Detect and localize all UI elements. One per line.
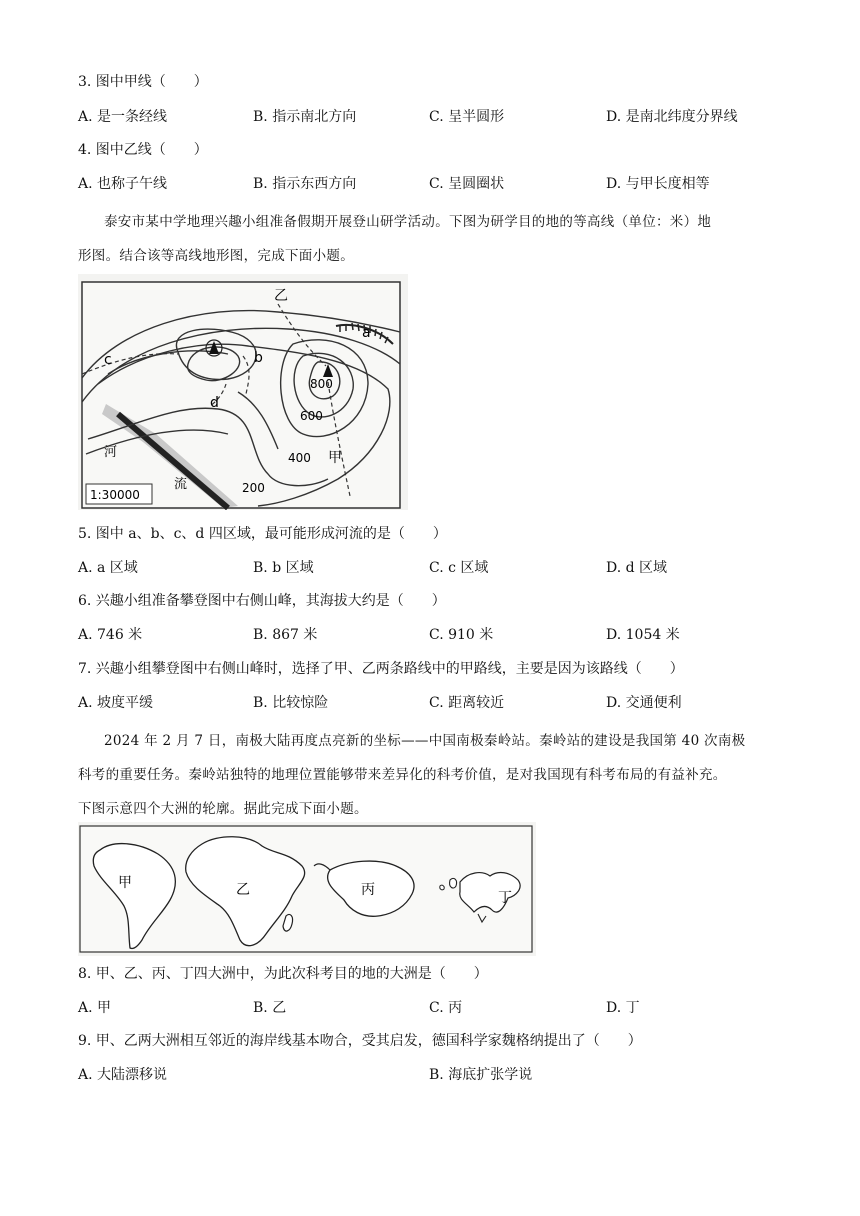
option-c[interactable]: C. 距离较近: [429, 695, 505, 711]
intro-1-line-2: 形图。结合该等高线地形图，完成下面小题。: [78, 248, 354, 264]
label-d: d: [210, 395, 219, 411]
question-6-stem: 6. 兴趣小组准备攀登图中右侧山峰，其海拔大约是（ ）: [78, 593, 446, 609]
question-4-options: [78, 174, 778, 194]
label-b: b: [254, 350, 263, 366]
option-d[interactable]: D. d 区域: [606, 560, 668, 576]
intro-paragraph-1: [78, 205, 782, 273]
question-4-stem: 4. 图中乙线（ ）: [78, 142, 208, 158]
option-b[interactable]: B. 乙: [253, 1000, 287, 1016]
option-b[interactable]: B. b 区域: [253, 560, 314, 576]
question-3-stem: 3. 图中甲线（ ）: [78, 74, 208, 90]
contour-label-400: 400: [288, 451, 311, 465]
option-c[interactable]: C. c 区域: [429, 560, 489, 576]
option-c[interactable]: C. 丙: [429, 1000, 463, 1016]
question-5-stem: 5. 图中 a、b、c、d 四区域，最可能形成河流的是（ ）: [78, 526, 447, 542]
option-c[interactable]: C. 910 米: [429, 627, 494, 643]
option-a[interactable]: A. 大陆漂移说: [78, 1067, 168, 1083]
map-scale: 1:30000: [90, 488, 140, 502]
option-a[interactable]: A. 746 米: [78, 627, 143, 643]
continent-label-bing: 丙: [361, 882, 375, 898]
label-jia: 甲: [328, 450, 342, 466]
continents-figure: [78, 822, 536, 960]
option-a[interactable]: A. 坡度平缓: [78, 695, 154, 711]
question-7-stem: 7. 兴趣小组攀登图中右侧山峰时，选择了甲、乙两条路线中的甲路线，主要是因为该路线（ ）: [78, 661, 684, 677]
option-a[interactable]: A. 也称子午线: [78, 176, 168, 192]
question-8-options: [78, 998, 778, 1018]
option-d[interactable]: D. 1054 米: [606, 627, 680, 643]
question-6-options: [78, 625, 778, 645]
label-river-1: 河: [104, 445, 118, 460]
question-9-options: [78, 1065, 778, 1085]
continent-label-jia: 甲: [118, 875, 132, 891]
option-d[interactable]: D. 交通便利: [606, 695, 682, 711]
intro-2-line-1: 2024 年 2 月 7 日，南极大陆再度点亮新的坐标——中国南极秦岭站。秦岭站的建设是我国第 40 次南极: [104, 733, 746, 749]
option-b[interactable]: B. 指示东西方向: [253, 176, 357, 192]
continent-label-ding: 丁: [498, 890, 512, 906]
option-a[interactable]: A. 甲: [78, 1000, 112, 1016]
option-b[interactable]: B. 海底扩张学说: [429, 1067, 533, 1083]
option-b[interactable]: B. 867 米: [253, 627, 318, 643]
option-d[interactable]: D. 丁: [606, 1000, 640, 1016]
question-8-stem: 8. 甲、乙、丙、丁四大洲中，为此次科考目的地的大洲是（ ）: [78, 966, 488, 982]
intro-1-line-1: 泰安市某中学地理兴趣小组准备假期开展登山研学活动。下图为研学目的地的等高线（单位：米）地: [104, 214, 712, 230]
option-d[interactable]: D. 与甲长度相等: [606, 176, 710, 192]
intro-2-line-3: 下图示意四个大洲的轮廓。据此完成下面小题。: [78, 801, 368, 817]
label-a: a: [362, 325, 371, 341]
option-b[interactable]: B. 比较惊险: [253, 695, 329, 711]
contour-label-200: 200: [242, 481, 265, 495]
intro-paragraph-2: [78, 724, 782, 826]
option-b[interactable]: B. 指示南北方向: [253, 109, 357, 125]
option-a[interactable]: A. a 区域: [78, 560, 138, 576]
question-9-stem: 9. 甲、乙两大洲相互邻近的海岸线基本吻合，受其启发，德国科学家魏格纳提出了（ ）: [78, 1033, 642, 1049]
question-5-options: [78, 558, 778, 578]
contour-label-600: 600: [300, 409, 323, 423]
option-c[interactable]: C. 呈半圆形: [429, 109, 505, 125]
option-d[interactable]: D. 是南北纬度分界线: [606, 109, 738, 125]
question-7-options: [78, 693, 778, 713]
intro-2-line-2: 科考的重要任务。秦岭站独特的地理位置能够带来差异化的科考价值，是对我国现有科考布局的有益补充。: [78, 767, 727, 783]
label-yi: 乙: [274, 288, 288, 304]
question-3-options: [78, 107, 778, 127]
continents-map: [78, 822, 536, 956]
option-c[interactable]: C. 呈圆圈状: [429, 176, 505, 192]
contour-map-figure: [78, 274, 408, 514]
label-river-2: 流: [174, 477, 188, 492]
label-c: c: [104, 352, 112, 368]
option-a[interactable]: A. 是一条经线: [78, 109, 168, 125]
contour-label-800: 800: [310, 377, 333, 391]
contour-map: [78, 274, 408, 510]
continent-label-yi: 乙: [236, 882, 250, 898]
